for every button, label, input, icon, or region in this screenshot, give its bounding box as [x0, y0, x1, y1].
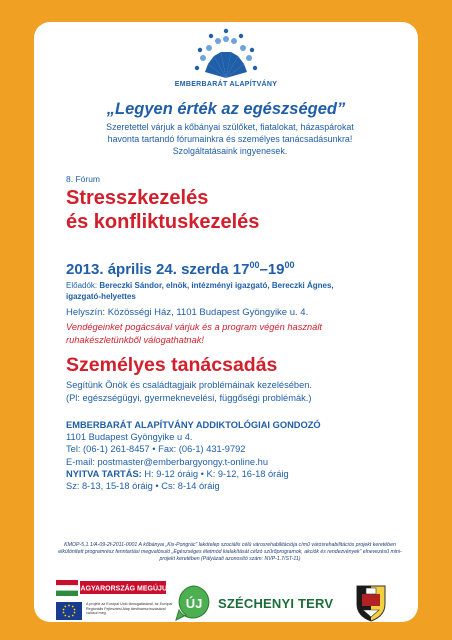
speakers-prefix: Előadók: — [66, 281, 100, 290]
intro-line: Szolgáltatásaink ingyenesek. — [172, 146, 288, 156]
forum-number: 8. Fórum — [66, 174, 101, 184]
guest-note-line: ruhakészletünkből válogathatnak! — [66, 335, 204, 345]
organization-name: EMBERBARÁT ALAPÍTVÁNY ADDIKTOLÓGIAI GONDOZÓ — [66, 420, 321, 430]
intro-line: Szeretettel várjuk a kőbányai szülőket, fiatalokat, házaspárokat — [106, 122, 354, 132]
hungary-flag-icon — [56, 580, 168, 596]
date-end-minutes: 00 — [284, 260, 295, 270]
uj-badge — [174, 584, 212, 622]
district-crest — [354, 582, 388, 622]
speakers-names: Bereczki Sándor, elnök, intézményi igazgató, Bereczki Ágnes, — [99, 281, 334, 290]
flyer-card — [34, 22, 418, 622]
logo-text: EMBERBARÁT ALAPÍTVÁNY — [174, 81, 278, 88]
hungary-renews-logo — [56, 580, 168, 601]
opening-hours-line: Sz: 8-13, 15-18 óráig • Cs: 8-14 óráig — [66, 481, 220, 492]
opening-hours-label: NYITVA TARTÁS: — [66, 468, 142, 479]
organization-phone: Tel: (06-1) 261-8457 • Fax: (06-1) 431-9792 — [66, 444, 246, 455]
eu-funding-text: A projekt az Európai Unió támogatásával, az Európai Regionális Fejlesztési Alap társfinanszírozásával valósul meg. — [86, 602, 173, 616]
speakers-names-cont: igazgató-helyettes — [66, 292, 136, 301]
intro-line: havonta tartandó fórumainkra és személyes tanácsadásunkra! — [107, 134, 353, 144]
intro-text — [64, 121, 396, 157]
eu-flag — [56, 602, 82, 622]
footer-logos — [34, 580, 418, 622]
organization-contact — [66, 419, 406, 492]
motto-heading: „Legyen érték az egészséged” — [106, 100, 346, 118]
szechenyi-plan-label: SZÉCHENYI TERV — [218, 596, 334, 611]
counseling-title: Személyes tanácsadás — [66, 354, 278, 376]
forum-date — [66, 260, 295, 278]
forum-title-line: és konfliktuskezelés — [66, 211, 260, 233]
hungary-renews-label: MAGYARORSZÁG MEGÚJUL — [74, 585, 168, 593]
date-dash: –19 — [259, 261, 285, 278]
date-start-minutes: 00 — [249, 260, 260, 270]
venue: Helyszín: Közösségi Ház, 1101 Budapest Gyöngyike u. 4. — [66, 307, 309, 318]
forum-title-line: Stresszkezelés — [66, 187, 209, 209]
forum-title — [66, 186, 259, 234]
organization-logo — [34, 28, 418, 88]
organization-address: 1101 Budapest Gyöngyike u 4. — [66, 432, 193, 443]
guest-note-line: Vendégeinket pogácsával várjuk és a program végén használt — [66, 322, 322, 332]
date-text: 2013. április 24. szerda 17 — [66, 261, 250, 278]
project-fineprint: KMOP-5.1.1/A-09-2f-2011-0001 A kőbányai „Kis-Pongrác” lakótelep szociális célú városrehabilitációja című városrehabilitációs projekt keretében elkülönített programrész fenntartási megvalósuló „Egészséges életmód kialakítását célzó szűrőprogramok, akciók és rendezvények” elnevezésű mini-projekt keretében (Pályázati azonosító szám: NVP-1.7/ST-11) — [58, 542, 402, 562]
uj-badge-icon — [174, 584, 212, 622]
uj-label: ÚJ — [185, 596, 203, 611]
counseling-desc-line: Segítünk Önök és családtagjaik problémáinak kezelésében. — [66, 380, 312, 390]
opening-hours — [66, 468, 406, 480]
opening-hours-line: H: 9-12 óráig • K: 9-12, 16-18 óráig — [141, 468, 289, 479]
counseling-description — [66, 379, 406, 405]
eu-flag-icon — [56, 602, 82, 620]
guest-note — [66, 321, 404, 347]
counseling-desc-line: (Pl: egészségügyi, gyermeknevelési, függőségi problémák.) — [66, 393, 312, 403]
coat-of-arms-icon — [354, 582, 388, 622]
organization-email[interactable]: E-mail: postmaster@emberbargyongy.t-online.hu — [66, 456, 269, 467]
sun-logo-icon — [191, 28, 261, 80]
speakers — [66, 280, 400, 302]
